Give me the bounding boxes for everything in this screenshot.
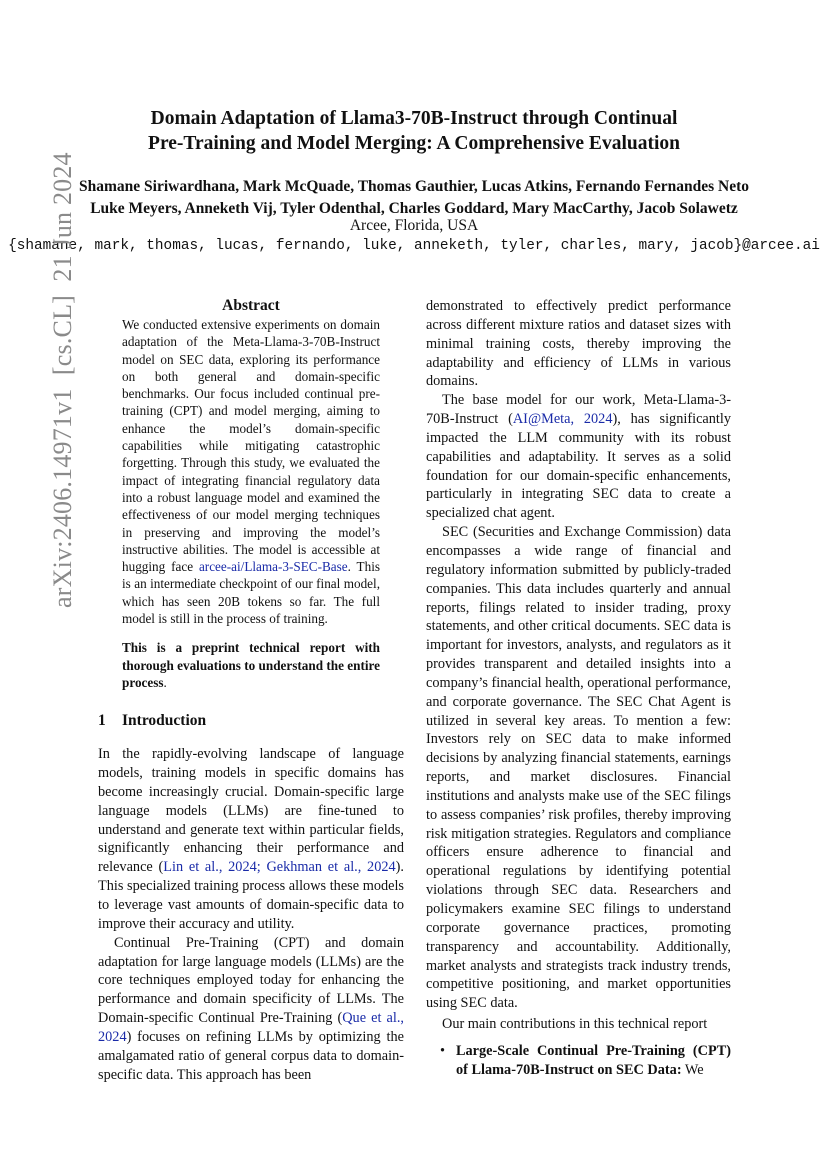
intro-paragraph-1 <box>98 745 404 933</box>
intro-p2-text-b: ) focuses on refining LLMs by optimizing the amalgamated ratio of general corpus data to domain-specific data. This approach has been <box>98 1028 404 1083</box>
intro-p2-text-a: Continual Pre-Training (CPT) and domain adaptation for large language models (LLMs) are the core techniques employed today for enhancing the performance and domain specificity of LLMs. The Domain-specific Continual Pre-Training ( <box>98 934 404 1027</box>
left-column <box>98 296 404 1084</box>
intro-paragraph-3 <box>426 391 731 523</box>
email-list: {shamane, mark, thomas, lucas, fernando, luke, anneketh, tyler, charles, mary, jacob}@arcee.ai <box>8 238 820 254</box>
author-list <box>0 176 828 220</box>
contribution-bullet <box>426 1042 731 1080</box>
intro-p4-text-b: ), has significantly impacted the LLM community with its robust capabilities and adaptability. It serves as a solid foundation for our domain-specific enhancements, particularly in integrating SEC data to create a specialized chat agent. <box>426 411 731 522</box>
right-column <box>426 297 731 1080</box>
title-line-2: Pre-Training and Model Merging: A Comprehensive Evaluation <box>148 133 680 154</box>
hf-model-link[interactable]: arcee-ai/Llama-3-SEC-Base <box>198 559 348 575</box>
bullet-bold-text: Large-Scale Continual Pre-Training (CPT) of Llama-70B-Instruct on SEC Data: <box>456 1042 731 1078</box>
section-heading-introduction <box>98 711 404 731</box>
abstract-bold-note <box>122 639 380 691</box>
title-line-1: Domain Adaptation of Llama3-70B-Instruct through Continual <box>150 108 678 129</box>
section-number: 1 <box>98 712 106 730</box>
citation-link-ai-meta[interactable]: AI@Meta, 2024 <box>512 411 613 428</box>
abstract-text <box>122 316 380 627</box>
authors-line-1: Shamane Siriwardhana, Mark McQuade, Thomas Gauthier, Lucas Atkins, Fernando Fernandes Neto <box>78 178 749 195</box>
intro-p4-text-a: The base model for our work, Meta-Llama-3-70B-Instruct ( <box>426 392 731 428</box>
abstract-text-part1: We conducted extensive experiments on domain adaptation of the Meta-Llama-3-70B-Instruct model on SEC data, exploring its performance on both general and domain-specific benchmarks. Our focus included continual pre-training (CPT) and model merging, aiming to enhance the model’s domain-specific capabilities while mitigating catastrophic forgetting. Through this study, we evaluated the impact of integrating financial regulatory data into a robust language model and examined the effectiveness of our model merging techniques in preserving and improving the model’s instructive abilities. The model is accessible at hugging face <box>122 317 380 575</box>
intro-p1-text-a: In the rapidly-evolving landscape of language models, training models in specific domains has become increasingly crucial. Domain-specific large language models (LLMs) are fine-tuned to understand and generate text within particular fields, significantly enhancing their performance and relevance ( <box>98 746 404 876</box>
intro-paragraph-2 <box>98 934 404 1085</box>
intro-paragraph-2-continued: demonstrated to effectively predict performance across different mixture ratios and dataset sizes with minimal training costs, thereby improving the adaptability and efficiency of LLMs in various domains. <box>426 298 731 390</box>
intro-paragraph-5: Our main contributions in this technical report <box>442 1016 708 1033</box>
affiliation: Arcee, Florida, USA <box>349 217 479 234</box>
bold-note-end: . <box>163 674 167 690</box>
bullet-text: We <box>681 1061 704 1078</box>
intro-paragraph-4: SEC (Securities and Exchange Commission) data encompasses a wide range of financial and regulatory information submitted by publicly-traded companies. This data includes quarterly and annual reports, filings related to insider trading, proxy statements, and other critical documents. SEC data is important for investors, analysts, and regulators as it provides transparent and detailed insights into a company’s financial health, operational performance, and corporate governance. The SEC Chat Agent is utilized in several key areas. To mention a few: Investors rely on SEC data to make informed decisions by analyzing financial statements, earnings reports, and market disclosures. Financial institutions and analysts make use of the SEC filings to assess companies’ risk profiles, thereby improving risk mitigation strategies. Regulators and compliance officers ensure adherence to financial and operational regulations by identifying potential violations through SEC data. Researchers and policymakers examine SEC filings to understand corporate governance practices, promoting transparency and accountability. Additionally, market analysts and strategists track industry trends, competitive positioning, and market opportunities using SEC data. <box>426 524 731 1012</box>
intro-p1-text-b: ). This specialized training process allows these models to leverage vast amounts of domain-specific data to improve their accuracy and utility. <box>98 859 404 932</box>
abstract-text-part2: . This is an intermediate checkpoint of our final model, which has seen 20B tokens so far. The full model is still in the process of training. <box>122 559 380 627</box>
arxiv-sidebar-stamp: arXiv:2406.14971v1 [cs.CL] 21 Jun 2024 <box>48 152 77 608</box>
citation-link-que[interactable]: Que et al., 2024 <box>98 1010 404 1045</box>
authors-line-2: Luke Meyers, Anneketh Vij, Tyler Odenthal, Charles Goddard, Mary MacCarthy, Jacob Solawetz <box>90 200 738 217</box>
bold-note-text: This is a preprint technical report with thorough evaluations to understand the entire process <box>122 640 380 690</box>
paper-title <box>0 106 828 156</box>
abstract-heading: Abstract <box>222 297 280 314</box>
bullet-icon: • <box>440 1042 446 1059</box>
citation-link-lin-gekhman[interactable]: Lin et al., 2024; Gekhman et al., 2024 <box>163 859 396 876</box>
section-title: Introduction <box>122 712 207 730</box>
